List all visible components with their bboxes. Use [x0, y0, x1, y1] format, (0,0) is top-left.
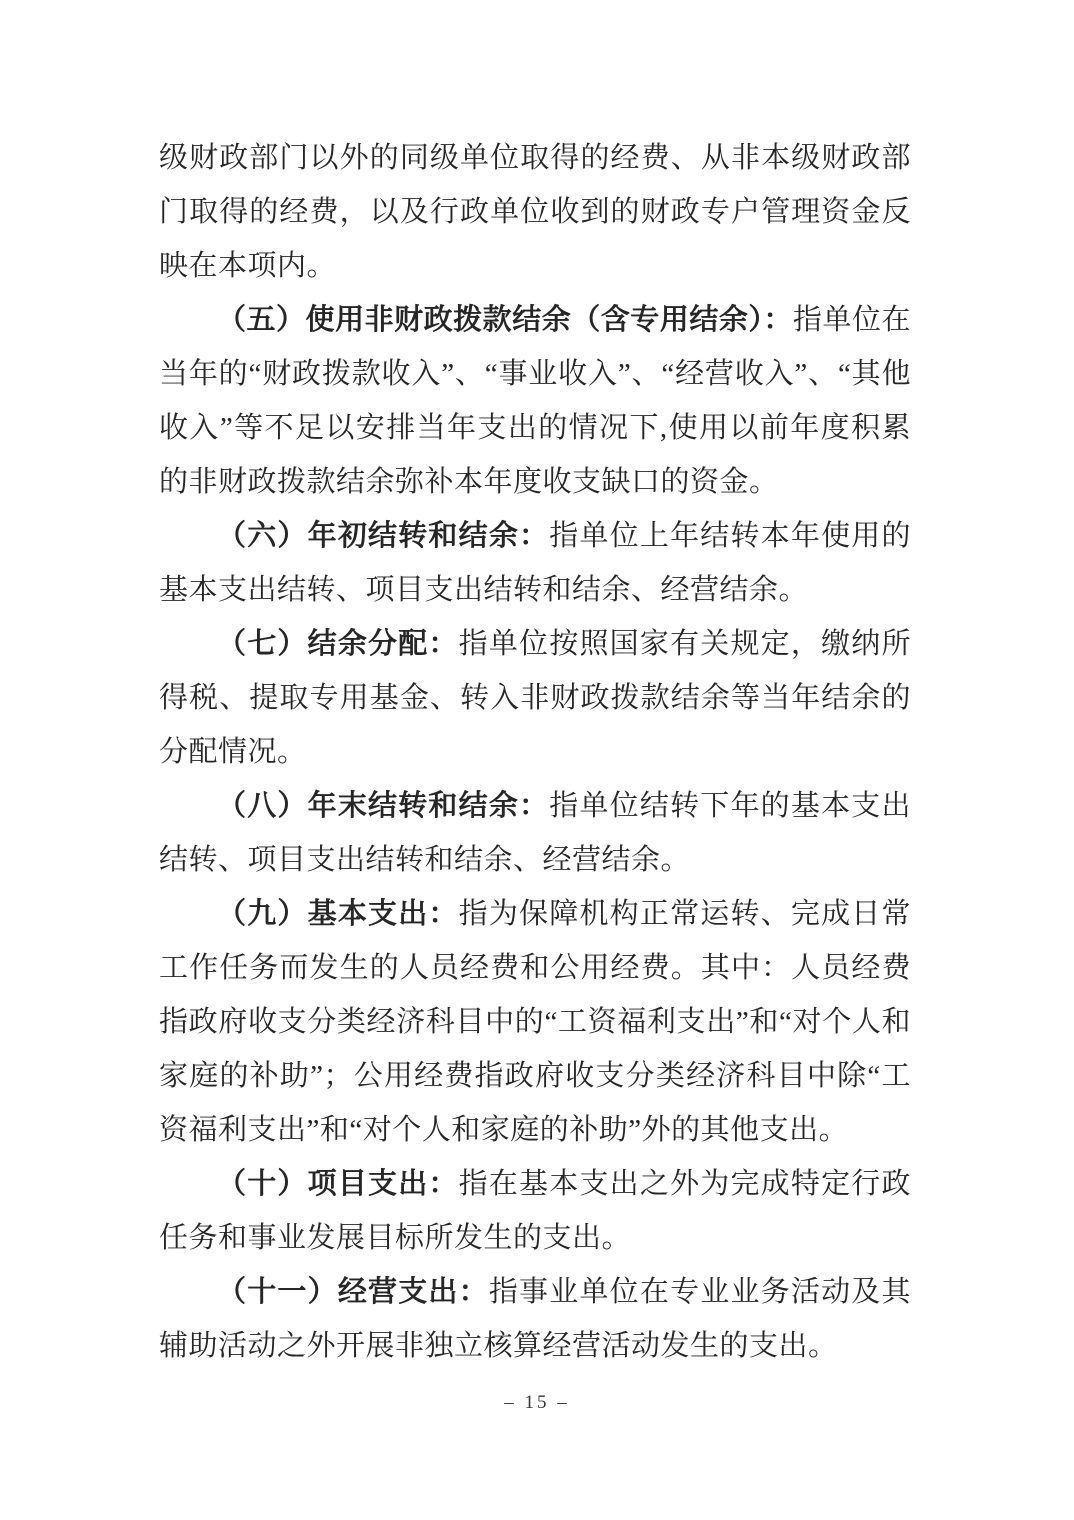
paragraph — [159, 1265, 911, 1373]
paragraph-body: 指单位结转下年的基本支出结转、项目支出结转和结余、经营结余。 — [159, 790, 911, 876]
page-number: – 15 – — [504, 1392, 570, 1413]
paragraph — [159, 887, 911, 1157]
paragraph — [159, 617, 911, 779]
paragraph-lead: （五）使用非财政拨款结余（含专用结余）： — [217, 304, 793, 336]
paragraph — [159, 509, 911, 617]
paragraph-body: 指单位在当年的“财政拨款收入”、“事业收入”、“经营收入”、“其他收入”等不足以安排当年支出的情况下,使用以前年度积累的非财政拨款结余弥补本年度收支缺口的资金。 — [159, 304, 911, 498]
paragraph-body: 指为保障机构正常运转、完成日常工作任务而发生的人员经费和公用经费。其中：人员经费指政府收支分类经济科目中的“工资福利支出”和“对个人和家庭的补助”；公用经费指政府收支分类经济科目中除“工资福利支出”和“对个人和家庭的补助”外的其他支出。 — [159, 898, 911, 1146]
paragraph-body: 指事业单位在专业业务活动及其辅助活动之外开展非独立核算经营活动发生的支出。 — [159, 1276, 911, 1362]
paragraph-lead: （七）结余分配： — [217, 628, 459, 660]
paragraph-lead: （十一）经营支出： — [217, 1276, 489, 1308]
paragraph-lead: （十）项目支出： — [217, 1168, 459, 1200]
paragraph — [159, 1157, 911, 1265]
paragraph — [159, 131, 911, 293]
document-text-block — [159, 131, 911, 1373]
paragraph — [159, 779, 911, 887]
paragraph-body: 级财政部门以外的同级单位取得的经费、从非本级财政部门取得的经费，以及行政单位收到的财政专户管理资金反映在本项内。 — [159, 142, 911, 282]
paragraph-body: 指单位按照国家有关规定，缴纳所得税、提取专用基金、转入非财政拨款结余等当年结余的分配情况。 — [159, 628, 911, 768]
paragraph-lead: （六）年初结转和结余： — [217, 520, 550, 552]
paragraph-body: 指单位上年结转本年使用的基本支出结转、项目支出结转和结余、经营结余。 — [159, 520, 911, 606]
paragraph-body: 指在基本支出之外为完成特定行政任务和事业发展目标所发生的支出。 — [159, 1168, 911, 1254]
paragraph-lead: （八）年末结转和结余： — [217, 790, 550, 822]
paragraph-lead: （九）基本支出： — [217, 898, 459, 930]
paragraph — [159, 293, 911, 509]
